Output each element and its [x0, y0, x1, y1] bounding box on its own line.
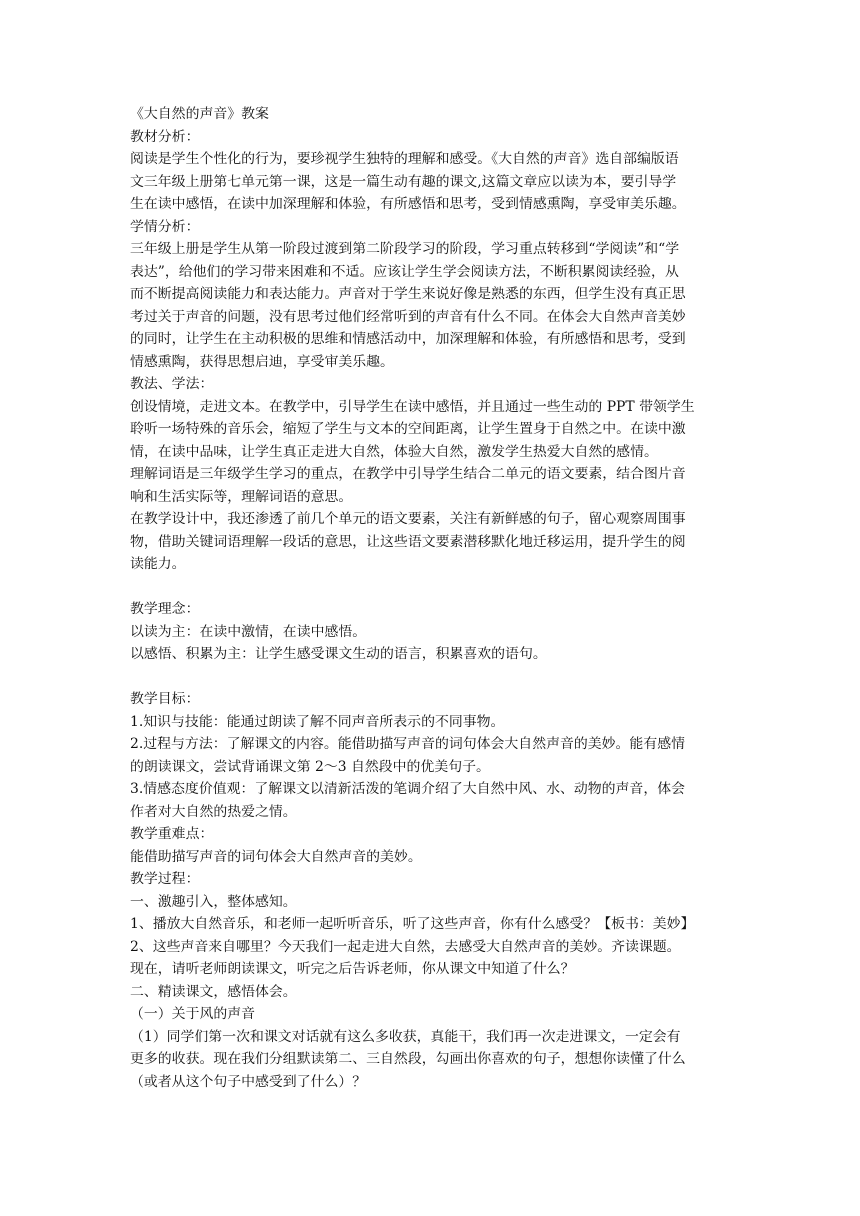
- process-step-heading: 二、精读课文，感悟体会。: [130, 983, 297, 1000]
- text-line: 表达”，给他们的学习带来困难和不适。应该让学生学会阅读方法，不断积累阅读经验，从: [130, 263, 679, 280]
- text-line: 生在读中感悟，在读中加深理解和体验，有所感悟和思考，受到情感熏陶，享受审美乐趣。: [130, 196, 686, 212]
- text-line: 而不断提高阅读能力和表达能力。声音对于学生来说好像是熟悉的东西，但学生没有真正思: [130, 286, 686, 302]
- text-line: （或者从这个句子中感受到了什么）？: [130, 1073, 367, 1090]
- heading-teaching-process: 教学过程：: [130, 871, 200, 887]
- text-line: 在教学设计中，我还渗透了前几个单元的语文要素，关注有新鲜感的句子，留心观察周围事: [130, 511, 686, 527]
- paragraph-methods-1: [130, 396, 742, 464]
- heading-material-analysis: 教材分析：: [130, 128, 200, 145]
- text-line: 3.情感态度价值观：了解课文以清新活泼的笔调介绍了大自然中风、水、动物的声音，体会: [130, 781, 685, 797]
- paragraph-student-analysis: [130, 238, 742, 373]
- paragraph-methods-2: [130, 463, 742, 508]
- text-line: （1）同学们第一次和课文对话就有这么多收获，真能干，我们再一次走进课文，一定会有: [130, 1028, 681, 1045]
- text-line: 更多的收获。现在我们分组默读第二、三自然段，勾画出你喜欢的句子，想想你读懂了什么: [130, 1051, 686, 1067]
- text-line: 情感熏陶，获得思想启迪，享受审美乐趣。: [130, 353, 394, 370]
- text-line: 创设情境，走进文本。在教学中，引导学生在读中感悟，并且通过一些生动的 PPT 带领学生: [130, 398, 695, 415]
- concept-item: 以感悟、积累为主：让学生感受课文生动的语言，积累喜欢的语句。: [130, 646, 547, 662]
- document-title: 《大自然的声音》教案: [130, 106, 269, 122]
- paragraph-material-analysis: [130, 148, 742, 216]
- text-line: 物，借助关键词语理解一段话的意思，让这些语文要素潜移默化地迁移运用，提升学生的阅: [130, 533, 686, 550]
- text-line: 阅读是学生个性化的行为，要珍视学生独特的理解和感受。《大自然的声音》选自部编版语: [130, 151, 679, 167]
- heading-teaching-concept: 教学理念：: [130, 601, 200, 617]
- heading-teaching-methods: 教法、学法：: [130, 376, 214, 392]
- text-line: 的朗读课文，尝试背诵课文第 2～3 自然段中的优美句子。: [130, 758, 490, 775]
- heading-student-analysis: 学情分析：: [130, 218, 200, 235]
- paragraph-methods-3: [130, 508, 742, 576]
- text-line: 文三年级上册第七单元第一课，这是一篇生动有趣的课文,这篇文章应以读为本，要引导学: [130, 173, 677, 190]
- text-line: 现在，请听老师朗读课文，听完之后告诉老师，你从课文中知道了什么？: [130, 961, 575, 977]
- text-line: 作者对大自然的热爱之情。: [130, 803, 297, 820]
- heading-teaching-goals: 教学目标：: [130, 691, 200, 707]
- blank-line: [130, 666, 742, 689]
- text-line: 2、这些声音来自哪里？今天我们一起走进大自然，去感受大自然声音的美妙。齐读课题。: [130, 938, 681, 955]
- process-step-item: 1、播放大自然音乐，和老师一起听听音乐，听了这些声音，你有什么感受？【板书：美妙】: [130, 916, 695, 932]
- text-line: 考过关于声音的问题，没有思考过他们经常听到的声音有什么不同。在体会大自然声音美妙: [130, 308, 686, 325]
- goal-item: [130, 778, 742, 823]
- process-step-heading: 一、激趣引入，整体感知。: [130, 893, 297, 910]
- text-line: 理解词语是三年级学生学习的重点，在教学中引导学生结合二单元的语文要素，结合图片音: [130, 466, 686, 482]
- text-line: 读能力。: [130, 556, 186, 572]
- text-line: 响和生活实际等，理解词语的意思。: [130, 488, 353, 505]
- lesson-plan-document: [130, 103, 742, 1093]
- text-line: 的同时，让学生在主动积极的思维和情感活动中，加深理解和体验，有所感悟和思考，受到: [130, 331, 686, 347]
- goal-item: [130, 733, 742, 778]
- blank-line: [130, 576, 742, 599]
- key-point-item: 能借助描写声音的词句体会大自然声音的美妙。: [130, 848, 422, 865]
- process-step-item: [130, 1026, 742, 1094]
- process-substep-heading: （一）关于风的声音: [130, 1006, 256, 1022]
- text-line: 三年级上册是学生从第一阶段过渡到第二阶段学习的阶段，学习重点转移到“学阅读”和“学: [130, 241, 680, 257]
- text-line: 情，在读中品味，让学生真正走进大自然，体验大自然，激发学生热爱大自然的感情。: [130, 443, 658, 460]
- heading-key-points: 教学重难点：: [130, 826, 214, 842]
- process-step-item: [130, 936, 742, 981]
- text-line: 2.过程与方法：了解课文的内容。能借助描写声音的词句体会大自然声音的美妙。能有感情: [130, 736, 685, 752]
- concept-item: 以读为主：在读中激情，在读中感悟。: [130, 623, 367, 640]
- goal-item: 1.知识与技能：能通过朗读了解不同声音所表示的不同事物。: [130, 713, 505, 730]
- text-line: 聆听一场特殊的音乐会，缩短了学生与文本的空间距离，让学生置身于自然之中。在读中激: [130, 421, 686, 437]
